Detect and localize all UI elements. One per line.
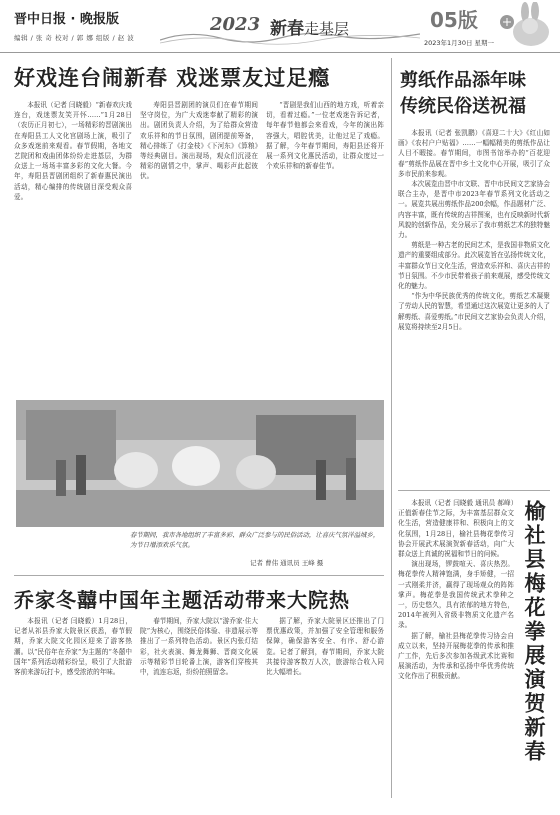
article2-body: [398, 128, 550, 332]
column-divider: [391, 58, 392, 798]
masthead: [0, 0, 560, 53]
article4-body: [398, 498, 514, 682]
article4-para-3: 据了解，榆社县梅花拳传习协会自成立以来，坚持开展梅花拳的传承和推广工作，先后多次参加各级武术比赛和展演活动，为传承和弘扬中华优秀传统文化作出了积极贡献。: [398, 631, 514, 681]
paper-logo: 晋中日报 · 晚报版: [14, 12, 119, 27]
article1-column-2: [140, 100, 258, 182]
article2-para-4: “作为中华民族优秀的传统文化，剪纸艺术凝聚了劳动人民的智慧，希望通过这次展览让更多的人了解剪纸、喜爱剪纸。”市民间文艺家协会负责人介绍，展览将持续至2月5日。: [398, 292, 550, 331]
article2-para-1: 本报讯（记者 张凯鹏）《喜迎二十大》《红山如画》《农村户户贴福》……一幅幅精美的剪纸作品让人目不暇接。春节期间，市图书馆举办的“百花迎春”剪纸作品展在晋中乡土文化中心开展，吸引了众多市民前来参观。: [398, 129, 550, 178]
column-title-sub: 走基层: [304, 20, 350, 38]
section-divider-right: [398, 490, 550, 491]
column-title-main: 新春: [270, 19, 304, 39]
column-title: [270, 14, 349, 39]
article1-column-1: [14, 100, 132, 202]
article1-text-3: “晋剧是我们山西的地方戏，听着亲切，看着过瘾。”一位老戏迷告诉记者，每年春节他都会来看戏，今年的演出阵容强大，唱腔优美，让他过足了戏瘾。据了解，今年春节期间，寿阳县还将开展一系列文化惠民活动，让群众度过一个欢乐祥和的新春佳节。: [266, 101, 384, 171]
dateline: 2023年1月30日 星期一: [424, 39, 495, 47]
article2-headline: 剪纸作品添年味 传统民俗送祝福: [400, 70, 526, 117]
year-mark: 2023: [210, 14, 261, 35]
article4-para-2: 演出现场，锣鼓喧天、喜庆热烈。梅花拳传人精神饱满，身手矫健，一招一式刚柔并济，赢得了现场观众的阵阵掌声。梅花拳是我国传统武术拳种之一，历史悠久，具有浓郁的地方特色，2014年被列入省级非物质文化遗产名录。: [398, 560, 514, 630]
article4-para-1: 本报讯（记者 闫晓毅 通讯员 郝峰）正值新春佳节之际，为丰富基层群众文化生活，营造健康祥和、积极向上的文化氛围，1月28日，榆社县梅花拳传习协会开展武术展演贺新春活动，向广大群众送上真诚的祝福和节日的问候。: [398, 499, 514, 559]
article1-headline: 好戏连台闹新春 戏迷票友过足瘾: [14, 65, 331, 90]
article3-text-3: 据了解，乔家大院景区还推出了门票优惠政策，并加强了安全管理和服务保障，确保游客安全、有序、舒心游览。记者了解到，春节期间，乔家大院共接待游客数万人次，旅游综合收入同比大幅增长。: [266, 617, 384, 677]
article2-para-3: 剪纸是一种古老的民间艺术，是我国非物质文化遗产的重要组成部分。此次展览旨在弘扬传统文化，丰富群众节日文化生活，营造欢乐祥和、喜庆吉祥的节日氛围。不少市民带着孩子前来观展，感受传统文化的魅力。: [398, 241, 550, 291]
rabbit-decoration-icon: [495, 2, 557, 52]
article3-column-2: [140, 616, 258, 677]
news-photo: [16, 400, 384, 527]
article3-column-3: [266, 616, 384, 677]
lion-dance-photo: [16, 400, 384, 527]
photo-caption: 春节期间，我市各地组织了丰富多彩、群众广泛参与的民俗活动，让喜庆气氛洋溢城乡，为节日增添欢乐气氛。: [130, 531, 380, 549]
article3-column-1: [14, 616, 132, 677]
photo-credit: 记者 曹伟 通讯员 王峰 摄: [250, 559, 324, 567]
article3-text-1: 本报讯（记者 闫晓毅）1月28日，记者从祁县乔家大院景区获悉，春节假期，乔家大院文化园区迎来了游客热潮。以“民俗年在乔家”为主题的“冬囍中国年”系列活动精彩纷呈，吸引了大批游客前来游玩打卡，感受浓浓的年味。: [14, 617, 132, 677]
article3-text-2: 春节期间，乔家大院以“游乔家·住大院”为核心，围绕民俗体验、非遗展示等推出了一系列特色活动。景区内张灯结彩，社火表演、舞龙舞狮、晋商文化展示等精彩节目轮番上演，游客们穿梭其中，流连忘返，纷纷拍照留念。: [140, 617, 258, 677]
article2-para-2: 本次展览由晋中市文联、晋中市民间文艺家协会联合主办，是晋中市2023年春节系列文化活动之一。展览共展出剪纸作品200余幅，作品题材广泛、内容丰富，既有传统的吉祥图案，也有反映新时代新风貌的创新作品，充分展示了我市剪纸艺术的独特魅力。: [398, 180, 550, 240]
article3-headline: 乔家冬囍中国年主题活动带来大院热: [14, 588, 350, 612]
section-divider: [14, 575, 384, 576]
page-number: 05版: [430, 8, 478, 32]
article1-text-2: 寿阳县晋剧团的演员们在春节期间坚守岗位，为广大戏迷奉献了精彩的演出。剧团负责人介绍，为了给群众营造欢乐祥和的节日氛围，剧团提前筹备，精心排练了《打金枝》《下河东》《算粮》等经典剧目。演出现场，观众们沉浸在精彩的剧情之中，掌声、喝彩声此起彼伏。: [140, 101, 258, 181]
article1-column-3: [266, 100, 384, 171]
article1-text-1: 本报讯（记者 闫晓毅）“新春欢庆戏连台，戏迷票友笑开怀……”1月28日（农历正月初七），一场精彩的晋剧演出在寿阳县工人文化宫剧场上演，吸引了众多戏迷前来观看。春节假期，各地文艺院团和戏曲团体纷纷走进基层，为群众送上一场场丰富多彩的文化大餐。今年，寿阳县晋剧团组织了新春惠民演出活动，精心编排的传统剧目深受观众喜爱。: [14, 101, 132, 201]
article4-headline: 榆社县梅花拳展演贺新春: [522, 500, 547, 764]
editor-credits: 编辑 / 张 奇 校对 / 郭 娜 组版 / 赵 波: [14, 34, 135, 42]
